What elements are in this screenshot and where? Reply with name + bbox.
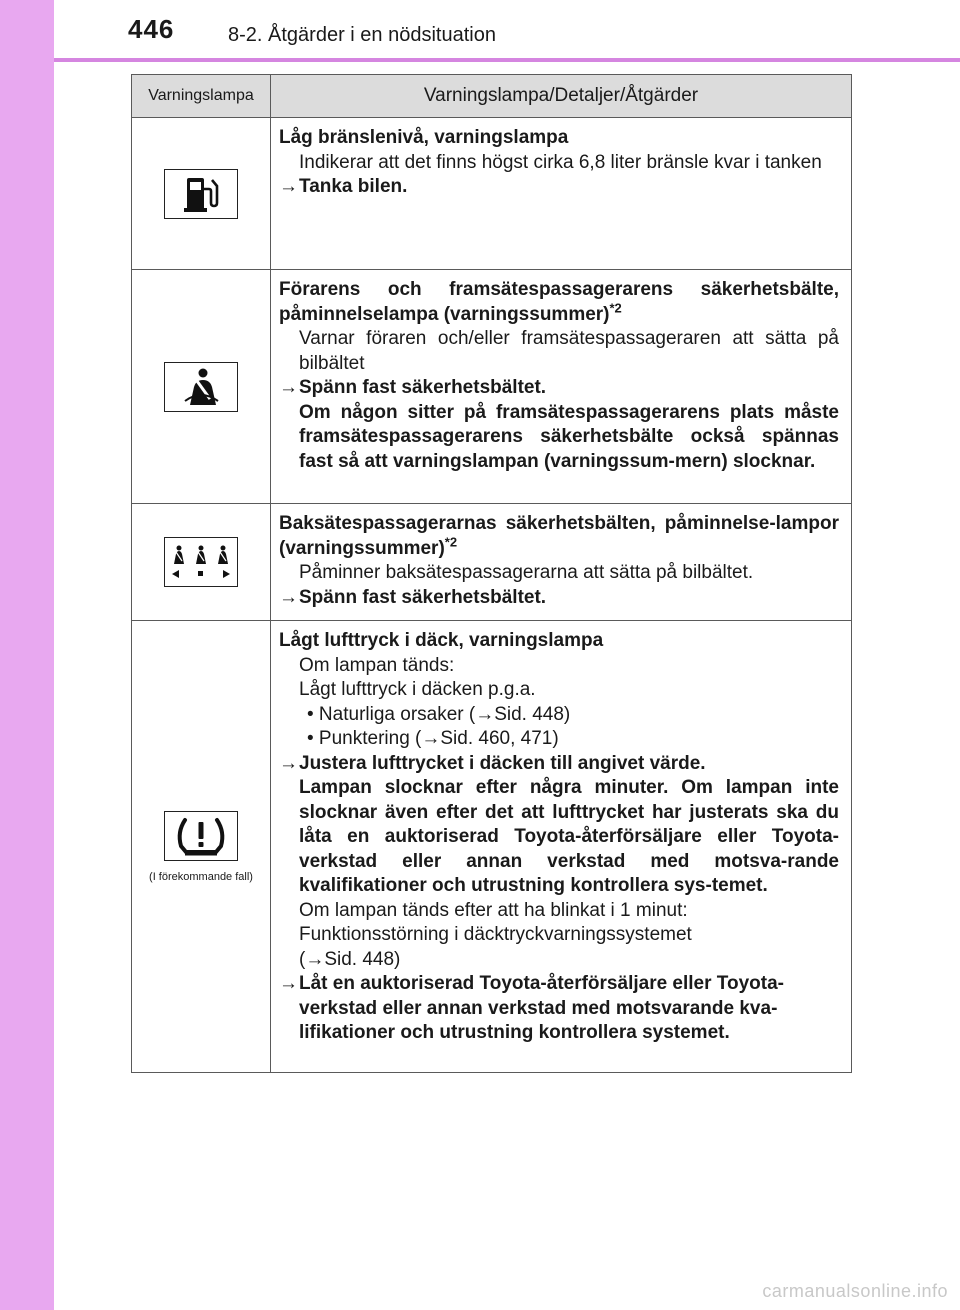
table-row — [132, 504, 852, 621]
list-item: • Naturliga orsaker (→Sid. 448) — [307, 703, 571, 725]
details-cell — [271, 621, 852, 1073]
warning-title: Låg bränslenivå, varningslampa — [279, 127, 569, 148]
arrow-glyph: → — [279, 176, 298, 197]
warning-action — [279, 972, 839, 1046]
condition-line: Funktionsstörning i däcktryckvarningssystemet — [299, 924, 692, 945]
warning-action — [279, 175, 839, 200]
warning-title: Lågt lufttryck i däck, varningslampa — [279, 630, 604, 651]
table-header-row — [132, 75, 852, 118]
warning-lights-table — [131, 74, 852, 1073]
action-text: Spänn fast säkerhetsbältet. — [299, 586, 547, 608]
table-row — [132, 270, 852, 504]
details-cell — [271, 270, 852, 504]
warning-description: Påminner baksätespassagerarna att sätta på bilbältet. — [299, 562, 754, 583]
action-text: Spänn fast säkerhetsbältet. — [299, 377, 547, 398]
icon-note: (I förekommande fall) — [149, 870, 253, 883]
page-header — [54, 0, 960, 64]
icon-cell — [132, 118, 271, 270]
action-text: Låt en auktoriserad Toyota-återförsäljare eller Toyota-verkstad eller annan verkstad med motsvarande kva-lifikationer och utrustning kontrollera systemet. — [299, 973, 784, 1043]
arrow-glyph: → — [279, 586, 298, 608]
column-header-details: Varningslampa/Detaljer/Åtgärder — [271, 75, 852, 118]
details-cell — [271, 504, 852, 621]
warning-action — [279, 376, 839, 474]
condition-line: Om lampan tänds efter att ha blinkat i 1 minut: — [299, 899, 688, 921]
warning-title — [279, 278, 839, 327]
warning-title — [279, 512, 839, 561]
arrow-glyph: → — [279, 377, 298, 398]
icon-cell — [132, 270, 271, 504]
table-row — [132, 118, 852, 270]
seatbelt-icon — [164, 362, 238, 412]
title-text: Baksätespassagerarnas säkerhetsbälten, påminnelse-lampor (varningssummer) — [279, 513, 839, 559]
footnote-mark: *2 — [609, 300, 622, 316]
icon-cell — [132, 504, 271, 621]
arrow-glyph: → — [279, 973, 298, 994]
warning-description: Varnar föraren och/eller framsätespassageraren att sätta på bilbältet — [299, 328, 839, 374]
header-rule — [54, 58, 960, 62]
title-text: Förarens och framsätespassagerarens säkerhetsbälte, påminnelselampa (varningssummer) — [279, 279, 839, 325]
section-title: 8-2. Åtgärder i en nödsituation — [228, 24, 496, 46]
icon-cell — [132, 621, 271, 1073]
action-detail: Om någon sitter på framsätespassagerarens plats måste framsätespassagerarens säkerhetsbälte också spännas fast så att varningslampan (varningssum-mern) slocknar. — [299, 401, 839, 472]
rear-seatbelts-icon — [164, 537, 238, 587]
page-number: 446 — [128, 14, 175, 44]
condition-line: (→Sid. 448) — [299, 948, 401, 970]
warning-description: Indikerar att det finns högst cirka 6,8 liter bränsle kvar i tanken — [299, 151, 822, 173]
fuel-pump-icon — [164, 169, 238, 219]
list-item: • Punktering (→Sid. 460, 471) — [307, 728, 559, 749]
warning-action — [279, 752, 839, 899]
action-text: Tanka bilen. — [299, 176, 408, 197]
arrow-glyph: → — [279, 752, 298, 774]
condition-line: Lågt lufttryck i däcken p.g.a. — [299, 679, 536, 700]
action-text: Justera lufttrycket i däcken till angivet värde. — [299, 752, 706, 774]
details-cell — [271, 118, 852, 270]
column-header-lamp: Varningslampa — [132, 75, 271, 118]
action-detail: Lampan slocknar efter några minuter. Om lampan inte slocknar även efter det att lufttrycket har justerats ska du låta en auktoriserad Toyota-återförsäljare eller Toyota-verkstad eller annan verkstad med motsva-rande kvalifikationer och utrustning kontrollera sys-temet. — [299, 777, 839, 896]
warning-action — [279, 586, 839, 611]
condition-line: Om lampan tänds: — [299, 654, 455, 676]
footnote-mark: *2 — [444, 534, 458, 550]
table-row — [132, 621, 852, 1073]
watermark: carmanualsonline.info — [762, 1281, 948, 1301]
page-margin-band — [0, 0, 54, 1310]
tire-pressure-icon — [164, 811, 238, 861]
